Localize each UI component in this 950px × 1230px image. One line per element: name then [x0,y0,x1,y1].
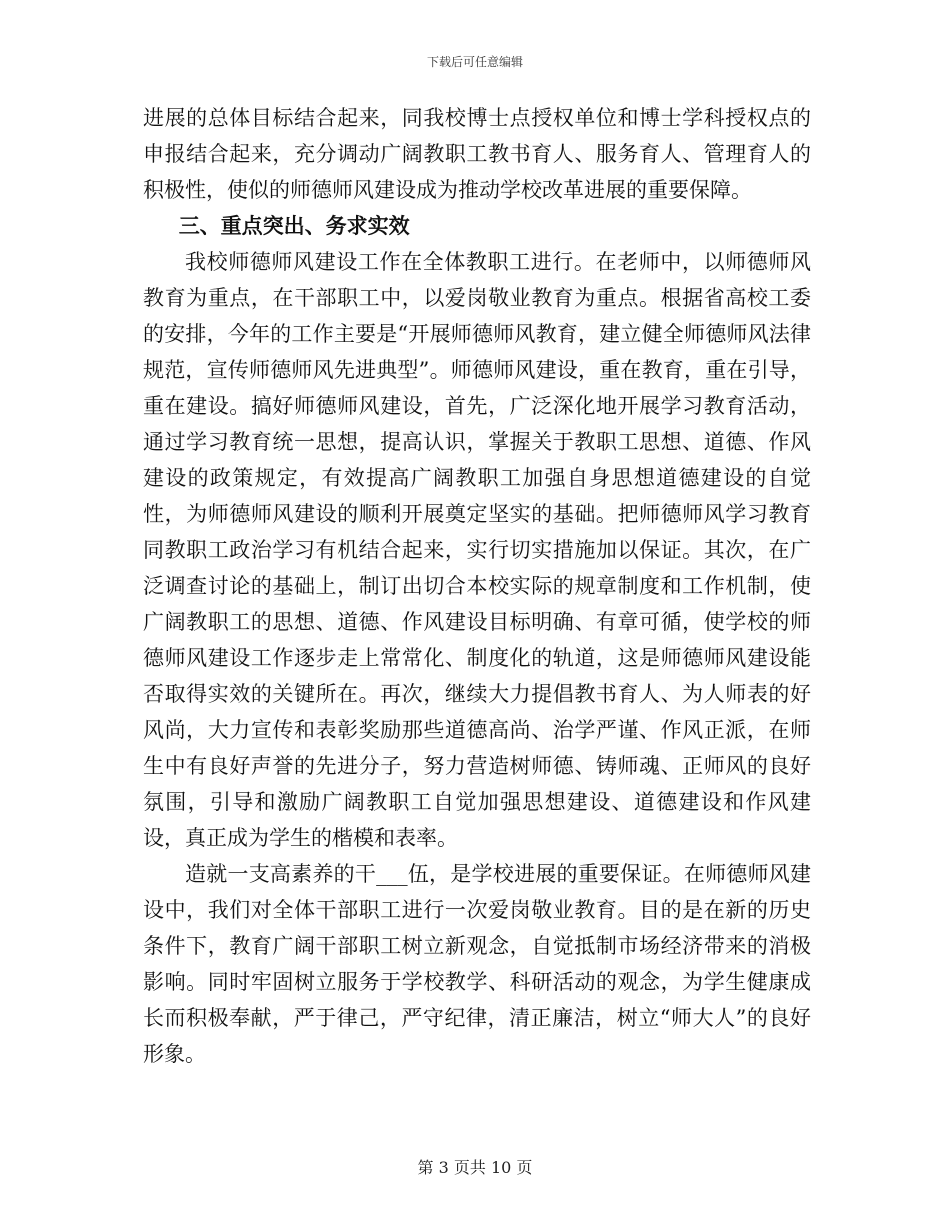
paragraph-continuation: 进展的总体目标结合起来，同我校博士点授权单位和博士学科授权点的申报结合起来，充分调动广阔教职工教书育人、服务育人、管理育人的积极性，使似的师德师风建设成为推动学校改革进展的重要保障。 [143,106,811,202]
section-heading: 三、重点突出、务求实效 [178,213,410,238]
document-body [143,100,811,1072]
page-number: 第 3 页共 10 页 [417,1158,533,1177]
paragraph-staff: 造就一支高素养的干___伍，是学校进展的重要保证。在师德师风建设中，我们对全体干部职工进行一次爱岗敬业教育。目的是在新的历史条件下，教育广阔干部职工树立新观念，自觉抵制市场经济带来的消极影响。同时牢固树立服务于学校教学、科研活动的观念，为学生健康成长而积极奉献，严于律己，严守纪律，清正廉洁，树立“师大人”的良好形象。 [143,862,811,1066]
page-header: 下载后可任意编辑 [426,55,523,69]
paragraph-main: 我校师德师风建设工作在全体教职工进行。在老师中，以师德师风教育为重点，在干部职工中，以爱岗敬业教育为重点。根据省高校工委的安排，今年的工作主要是“开展师德师风教育，建立健全师德师风法律规范，宣传师德师风先进典型”。师德师风建设，重在教育，重在引导，重在建设。搞好师德师风建设，首先，广泛深化地开展学习教育活动，通过学习教育统一思想，提高认识，掌握关于教职工思想、道德、作风建设的政策规定，有效提高广阔教职工加强自身思想道德建设的自觉性，为师德师风建设的顺利开展奠定坚实的基础。把师德师风学习教育同教职工政治学习有机结合起来，实行切实措施加以保证。其次，在广泛调查讨论的基础上，制订出切合本校实际的规章制度和工作机制，使广阔教职工的思想、道德、作风建设目标明确、有章可循，使学校的师德师风建设工作逐步走上常常化、制度化的轨道，这是师德师风建设能否取得实效的关键所在。再次，继续大力提倡教书育人、为人师表的好风尚，大力宣传和表彰奖励那些道德高尚、治学严谨、作风正派，在师生中有良好声誉的先进分子，努力营造树师德、铸师魂、正师风的良好氛围，引导和激励广阔教职工自觉加强思想建设、道德建设和作风建设，真正成为学生的楷模和表率。 [143,250,811,850]
